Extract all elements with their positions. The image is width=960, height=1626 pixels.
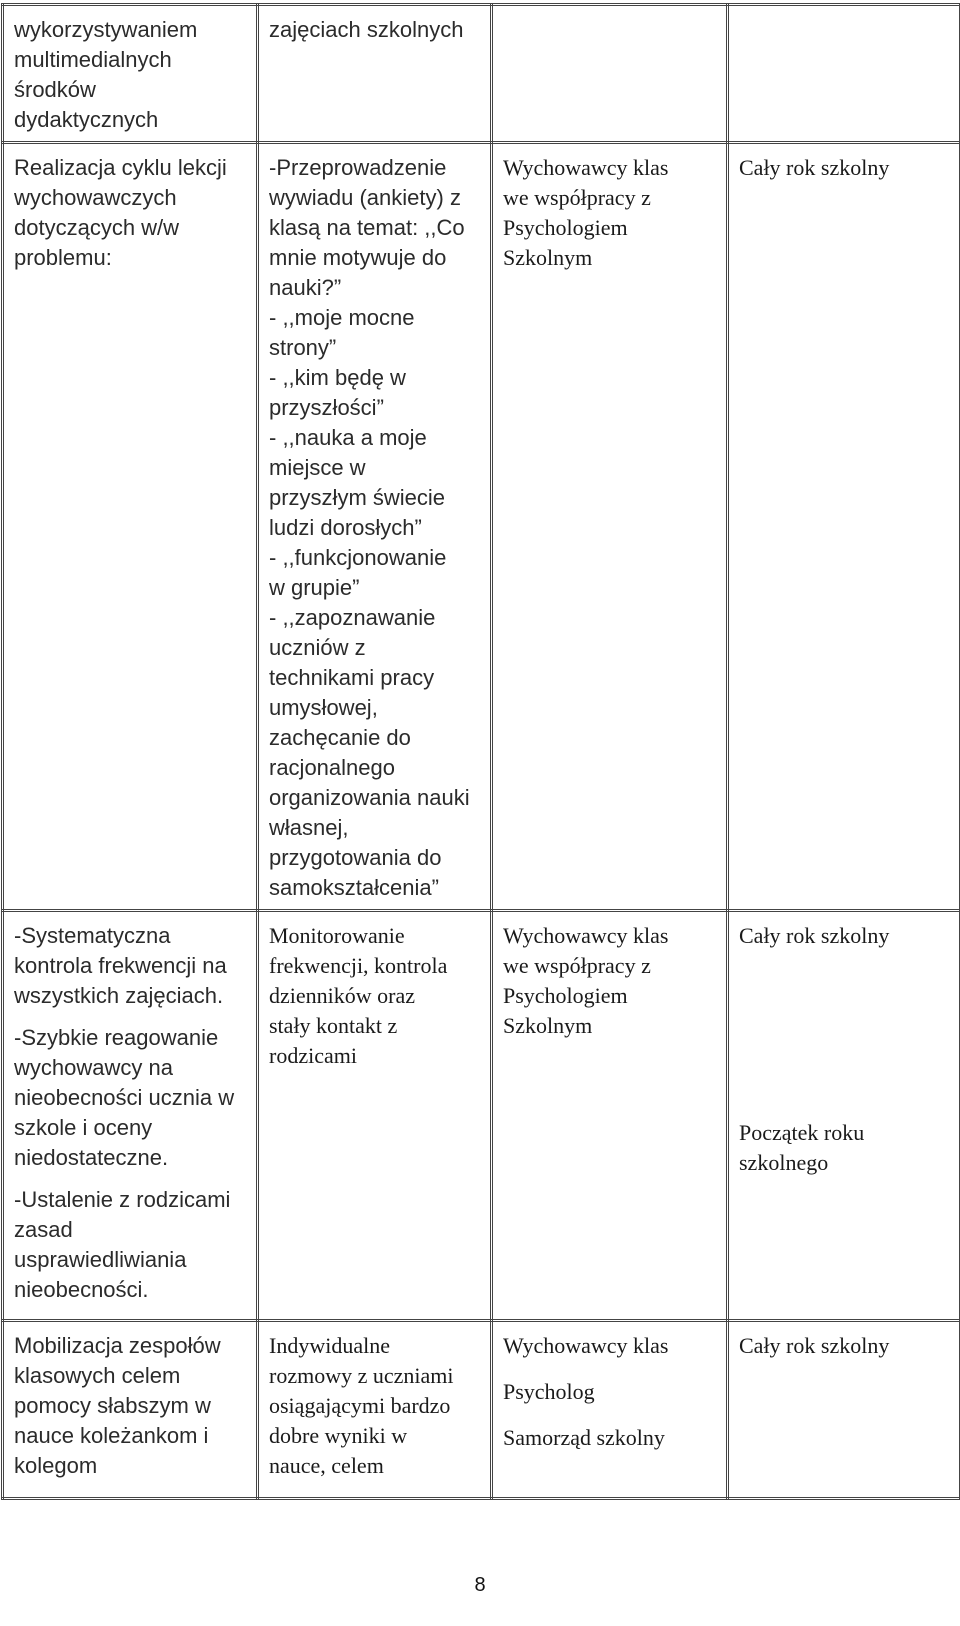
term-cell — [728, 5, 960, 143]
method-line: wywiadu (ankiety) z — [269, 185, 461, 210]
goal-line: pomocy słabszym w — [14, 1393, 211, 1418]
goal-line: nieobecności. — [14, 1277, 149, 1302]
goal-line: nieobecności ucznia w — [14, 1085, 235, 1110]
goal-cell — [3, 143, 258, 911]
goal-line: -Systematyczna — [14, 923, 171, 948]
method-line: uczniów z — [269, 635, 366, 660]
method-cell — [258, 1321, 492, 1499]
method-line: dzienników oraz — [269, 983, 415, 1008]
goal-line: -Szybkie reagowanie — [14, 1025, 219, 1050]
responsible-line: Wychowawcy klas — [503, 1333, 669, 1358]
term-spacer — [739, 951, 951, 1118]
goal-cell — [3, 5, 258, 143]
goal-line: kontrola frekwencji na — [14, 953, 227, 978]
goal-line: klasowych celem — [14, 1363, 181, 1388]
goal-line: multimedialnych — [14, 47, 172, 72]
method-line: - ,,funkcjonowanie — [269, 545, 447, 570]
responsible-line: Wychowawcy klas — [503, 155, 669, 180]
method-line: - ,,kim będę w — [269, 365, 406, 390]
method-line: frekwencji, kontrola — [269, 953, 448, 978]
goal-line: -Ustalenie z rodzicami — [14, 1187, 231, 1212]
term-line: szkolnego — [739, 1150, 829, 1175]
goal-line: Mobilizacja zespołów — [14, 1333, 221, 1358]
responsible-cell — [492, 1321, 728, 1499]
goal-line: środków — [14, 77, 96, 102]
method-line: przygotowania do — [269, 845, 442, 870]
goal-line: wychowawczych — [14, 185, 177, 210]
goal-cell — [3, 911, 258, 1321]
method-line: organizowania nauki — [269, 785, 470, 810]
responsible-line: we współpracy z — [503, 185, 651, 210]
goal-line: Realizacja cyklu lekcji — [14, 155, 227, 180]
goal-line: wszystkich zajęciach. — [14, 983, 224, 1008]
method-line: technikami pracy — [269, 665, 435, 690]
method-line: osiągającymi bardzo — [269, 1393, 451, 1418]
responsible-line: Psychologiem — [503, 983, 628, 1008]
responsible-cell — [492, 5, 728, 143]
method-cell — [258, 5, 492, 143]
educational-plan-table — [1, 3, 960, 1500]
responsible-cell — [492, 143, 728, 911]
term-cell — [728, 911, 960, 1321]
responsible-line: Szkolnym — [503, 245, 593, 270]
table-row — [3, 143, 960, 911]
table-row — [3, 5, 960, 143]
method-line: rozmowy z uczniami — [269, 1363, 454, 1388]
goal-line: usprawiedliwiania — [14, 1247, 187, 1272]
method-line: samokształcenia” — [269, 875, 439, 900]
responsible-cell — [492, 911, 728, 1321]
term-cell — [728, 1321, 960, 1499]
term-line: Cały rok szkolny — [739, 923, 890, 948]
method-line: racjonalnego — [269, 755, 395, 780]
method-line: nauce, celem — [269, 1453, 384, 1478]
method-line: własnej, — [269, 815, 349, 840]
goal-line: niedostateczne. — [14, 1145, 169, 1170]
goal-line: wychowawcy na — [14, 1055, 173, 1080]
method-line: klasą na temat: ,,Co — [269, 215, 465, 240]
method-line: zajęciach szkolnych — [269, 17, 464, 42]
goal-line: szkole i oceny — [14, 1115, 153, 1140]
table-row — [3, 911, 960, 1321]
method-line: dobre wyniki w — [269, 1423, 408, 1448]
method-line: miejsce w — [269, 455, 366, 480]
responsible-line: Samorząd szkolny — [503, 1425, 665, 1450]
goal-line: wykorzystywaniem — [14, 17, 198, 42]
method-line: ludzi dorosłych” — [269, 515, 422, 540]
term-line: Początek roku — [739, 1120, 865, 1145]
method-line: nauki?” — [269, 275, 342, 300]
table-row — [3, 1321, 960, 1499]
method-line: mnie motywuje do — [269, 245, 447, 270]
method-line: - ,,nauka a moje — [269, 425, 427, 450]
goal-line: nauce koleżankom i — [14, 1423, 209, 1448]
goal-line: kolegom — [14, 1453, 98, 1478]
responsible-line: Psychologiem — [503, 215, 628, 240]
goal-line: dydaktycznych — [14, 107, 159, 132]
term-line: Cały rok szkolny — [739, 155, 890, 180]
goal-line: zasad — [14, 1217, 73, 1242]
term-line: Cały rok szkolny — [739, 1333, 890, 1358]
method-line: -Przeprowadzenie — [269, 155, 447, 180]
method-line: - ,,moje mocne — [269, 305, 415, 330]
responsible-line: Szkolnym — [503, 1013, 593, 1038]
method-line: w grupie” — [269, 575, 360, 600]
method-line: umysłowej, — [269, 695, 378, 720]
method-line: stały kontakt z — [269, 1013, 398, 1038]
responsible-line: Psycholog — [503, 1379, 595, 1404]
method-line: przyszłym świecie — [269, 485, 446, 510]
method-line: zachęcanie do — [269, 725, 411, 750]
method-line: przyszłości” — [269, 395, 384, 420]
goal-line: dotyczących w/w — [14, 215, 180, 240]
method-cell — [258, 143, 492, 911]
method-line: Indywidualne — [269, 1333, 390, 1358]
goal-cell — [3, 1321, 258, 1499]
method-line: - ,,zapoznawanie — [269, 605, 436, 630]
method-cell — [258, 911, 492, 1321]
goal-line: problemu: — [14, 245, 112, 270]
method-line: Monitorowanie — [269, 923, 405, 948]
method-line: rodzicami — [269, 1043, 357, 1068]
responsible-line: we współpracy z — [503, 953, 651, 978]
responsible-line: Wychowawcy klas — [503, 923, 669, 948]
method-line: strony” — [269, 335, 337, 360]
term-cell — [728, 143, 960, 911]
page-number: 8 — [474, 1574, 486, 1596]
